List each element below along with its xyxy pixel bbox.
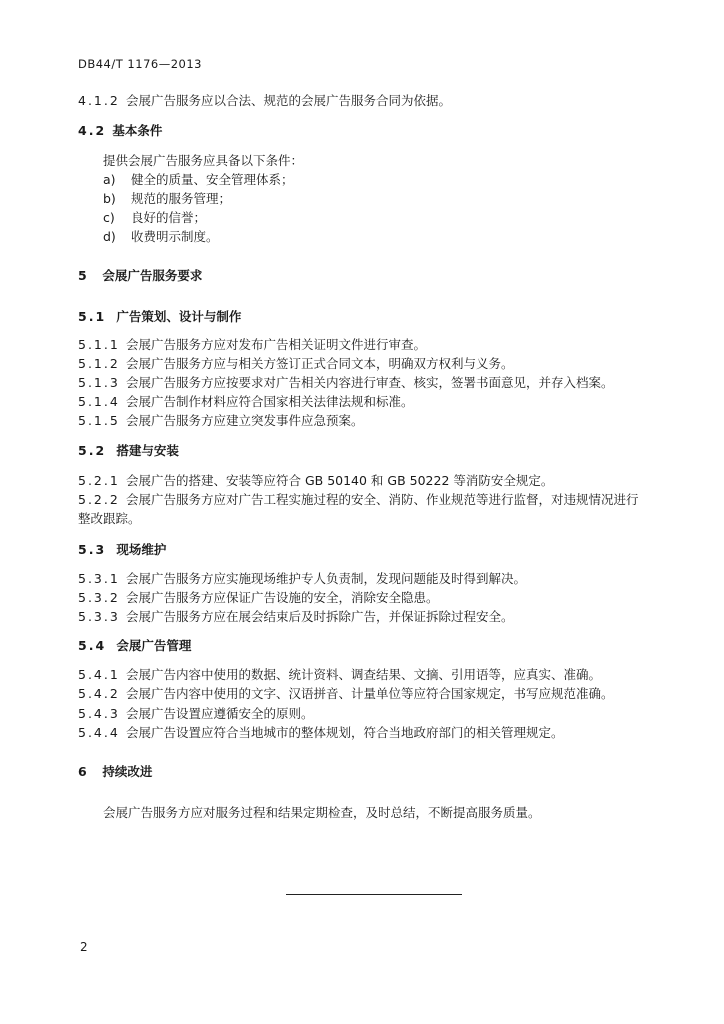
chapter-heading-6 xyxy=(78,764,152,780)
list-item xyxy=(103,172,294,188)
clause-text: 会展广告设置应符合当地城市的整体规划，符合当地政府部门的相关管理规定。 xyxy=(125,725,564,740)
section-number: 5.4 xyxy=(78,638,107,653)
list-item xyxy=(103,191,231,207)
clause-5-1-1 xyxy=(78,337,426,353)
list-item xyxy=(103,229,219,245)
clause-5-3-1 xyxy=(78,571,526,587)
clause-text: 会展广告服务方应保证广告设施的安全，消除安全隐患。 xyxy=(125,590,439,605)
clause-number: 5.3.1 xyxy=(78,571,120,586)
clause-5-4-3 xyxy=(78,706,314,722)
list-marker: a) xyxy=(103,172,116,187)
list-marker: d) xyxy=(103,229,116,244)
section-title: 会展广告管理 xyxy=(116,638,192,653)
chapter-heading-5 xyxy=(78,268,202,284)
list-marker: b) xyxy=(103,191,116,206)
clause-5-3-3 xyxy=(78,609,514,625)
clause-number: 5.3.3 xyxy=(78,609,120,624)
clause-text: 会展广告内容中使用的文字、汉语拼音、计量单位等应符合国家规定，书写应规范准确。 xyxy=(125,686,614,701)
clause-number: 5.4.2 xyxy=(78,686,120,701)
list-item xyxy=(103,210,206,226)
section-title: 搭建与安装 xyxy=(116,443,179,458)
section-heading-5-2 xyxy=(78,443,179,459)
clause-5-2-2 xyxy=(78,492,639,508)
section-heading-5-1 xyxy=(78,309,241,325)
clause-5-2-1 xyxy=(78,473,553,489)
list-text: 收费明示制度。 xyxy=(130,229,219,244)
clause-5-1-4 xyxy=(78,394,414,410)
list-text: 规范的服务管理； xyxy=(130,191,231,206)
clause-5-3-2 xyxy=(78,590,439,606)
clause-text: 会展广告服务方应实施现场维护专人负责制，发现问题能及时得到解决。 xyxy=(125,571,526,586)
clause-5-4-4 xyxy=(78,725,564,741)
section-number: 5.3 xyxy=(78,542,107,557)
section-number: 5.2 xyxy=(78,443,107,458)
clause-number: 5.1.5 xyxy=(78,413,120,428)
clause-5-1-3 xyxy=(78,375,614,391)
clause-text: 会展广告制作材料应符合国家相关法律法规和标准。 xyxy=(125,394,414,409)
clause-number: 5.1.4 xyxy=(78,394,120,409)
clause-number: 5.2.1 xyxy=(78,473,120,488)
chapter-number: 6 xyxy=(78,764,89,779)
clause-number: 5.4.1 xyxy=(78,667,120,682)
clause-number: 5.4.3 xyxy=(78,706,120,721)
section-heading-5-3 xyxy=(78,542,166,558)
chapter-number: 5 xyxy=(78,268,89,283)
clause-number: 5.2.2 xyxy=(78,492,120,507)
section-title: 现场维护 xyxy=(116,542,167,557)
clause-number: 5.1.2 xyxy=(78,356,120,371)
section-number: 5.1 xyxy=(78,309,107,324)
section-title: 广告策划、设计与制作 xyxy=(116,309,242,324)
clause-text: 会展广告服务方应对发布广告相关证明文件进行审查。 xyxy=(125,337,426,352)
end-rule xyxy=(286,894,462,895)
clause-number: 5.1.3 xyxy=(78,375,120,390)
clause-5-1-2 xyxy=(78,356,514,372)
clause-text: 会展广告设置应遵循安全的原则。 xyxy=(125,706,314,721)
clause-number: 4.1.2 xyxy=(78,93,120,108)
list-marker: c) xyxy=(103,210,115,225)
clause-text: 会展广告服务方应在展会结束后及时拆除广告，并保证拆除过程安全。 xyxy=(125,609,514,624)
clause-text: 会展广告服务应以合法、规范的会展广告服务合同为依据。 xyxy=(125,93,451,108)
list-text: 健全的质量、安全管理体系； xyxy=(130,172,294,187)
section-intro: 提供会展广告服务应具备以下条件： xyxy=(103,153,304,168)
section-title: 基本条件 xyxy=(112,123,163,138)
chapter-title: 会展广告服务要求 xyxy=(102,268,203,283)
page-number: 2 xyxy=(80,940,88,954)
clause-number: 5.4.4 xyxy=(78,725,120,740)
clause-number: 5.3.2 xyxy=(78,590,120,605)
clause-text: 会展广告服务方应建立突发事件应急预案。 xyxy=(125,413,364,428)
clause-number: 5.1.1 xyxy=(78,337,120,352)
chapter-title: 持续改进 xyxy=(102,764,153,779)
clause-4-1-2 xyxy=(78,93,451,109)
clause-text: 会展广告服务方应与相关方签订正式合同文本，明确双方权利与义务。 xyxy=(125,356,514,371)
clause-text: 会展广告服务方应按要求对广告相关内容进行审查、核实，签署书面意见，并存入档案。 xyxy=(125,375,614,390)
clause-text: 会展广告服务方应对广告工程实施过程的安全、消防、作业规范等进行监督，对违规情况进行 xyxy=(125,492,639,507)
clause-text: 会展广告的搭建、安装等应符合 GB 50140 和 GB 50222 等消防安全规定。 xyxy=(125,473,554,488)
list-text: 良好的信誉； xyxy=(130,210,206,225)
clause-continuation: 整改跟踪。 xyxy=(78,511,141,526)
section-heading-5-4 xyxy=(78,638,191,654)
clause-5-1-5 xyxy=(78,413,364,429)
paragraph: 会展广告服务方应对服务过程和结果定期检查，及时总结，不断提高服务质量。 xyxy=(103,805,541,820)
clause-text: 会展广告内容中使用的数据、统计资料、调查结果、文摘、引用语等，应真实、准确。 xyxy=(125,667,601,682)
clause-5-4-1 xyxy=(78,667,601,683)
standard-code: DB44/T 1176—2013 xyxy=(78,57,202,71)
clause-5-4-2 xyxy=(78,686,614,702)
section-heading-4-2 xyxy=(78,123,162,139)
section-number: 4.2 xyxy=(78,123,107,138)
